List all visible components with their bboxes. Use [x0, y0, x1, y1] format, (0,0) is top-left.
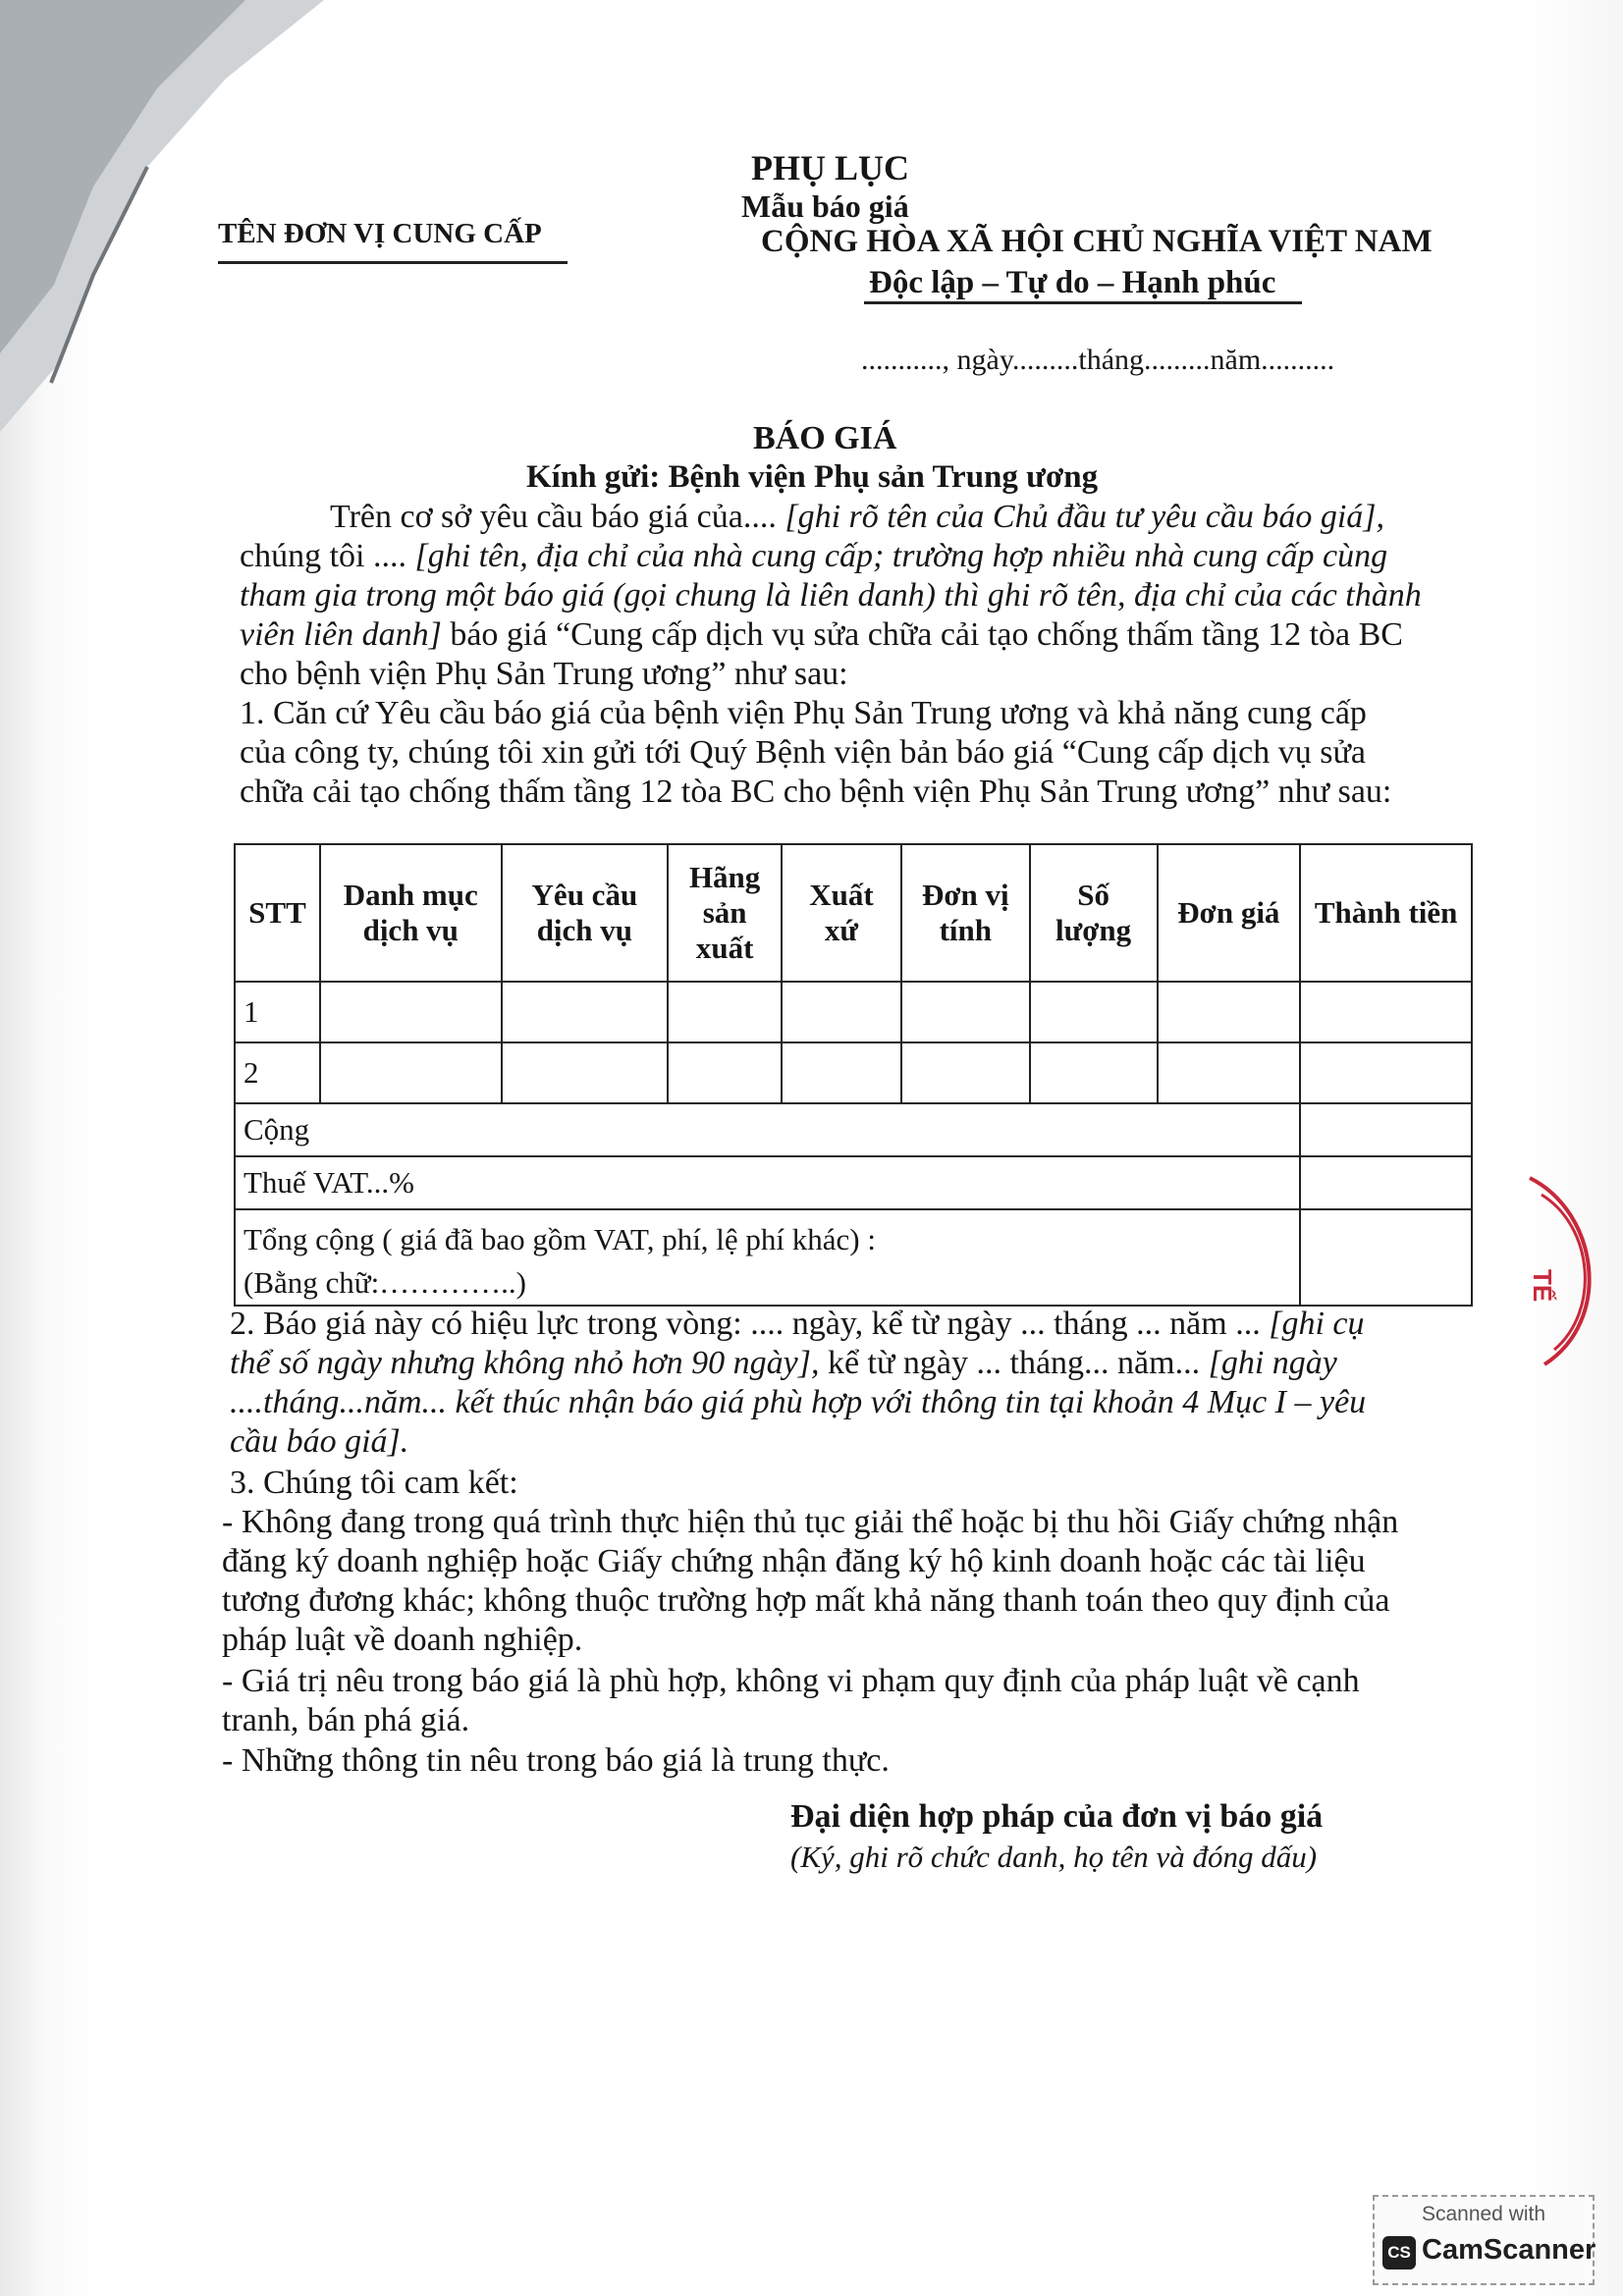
commitment-2-line-2: tranh, bán phá giá.	[222, 1702, 470, 1738]
total-row	[235, 1209, 1472, 1306]
signature-note: (Ký, ghi rõ chức danh, họ tên và đóng dấu)	[790, 1840, 1318, 1874]
date-line: ..........., ngày.........tháng.........năm..........	[861, 344, 1335, 376]
section2-line-4: cầu báo giá].	[230, 1423, 409, 1460]
section1-line-2: của công ty, chúng tôi xin gửi tới Quý Bệnh viện bản báo giá “Cung cấp dịch vụ sửa	[240, 734, 1367, 771]
signature-title: Đại diện hợp pháp của đơn vị báo giá	[790, 1798, 1324, 1835]
header-service-category: Danh mục dịch vụ	[320, 844, 502, 982]
total-label: Tổng cộng ( giá đã bao gồm VAT, phí, lệ phí khác) :	[243, 1222, 876, 1256]
table-row	[235, 1042, 1472, 1103]
vat-amount[interactable]	[1300, 1156, 1472, 1209]
section2-line-3: ....tháng...năm... kết thúc nhận báo giá phù hợp với thông tin tại khoản 4 Mục I – yêu	[230, 1384, 1367, 1420]
header-quantity: Số lượng	[1030, 844, 1158, 982]
commitment-1-line-3: tương đương khác; không thuộc trường hợp mất khả năng thanh toán theo quy định của	[222, 1582, 1390, 1619]
supplier-label: TÊN ĐƠN VỊ CUNG CẤP	[218, 218, 542, 249]
subtotal-amount[interactable]	[1300, 1103, 1472, 1156]
stamp-text: TẾ	[1528, 1269, 1557, 1303]
section1-line-1: 1. Căn cứ Yêu cầu báo giá của bệnh viện Phụ Sản Trung ương và khả năng cung cấp	[240, 695, 1367, 731]
cell-unit[interactable]	[901, 982, 1030, 1042]
cell-service-category[interactable]	[320, 982, 502, 1042]
cell-unit-price[interactable]	[1158, 1042, 1301, 1103]
national-title: CỘNG HÒA XÃ HỘI CHỦ NGHĨA VIỆT NAM	[761, 224, 1433, 259]
form-subtitle: Mẫu báo giá	[741, 188, 909, 224]
section2-line-2: thể số ngày nhưng không nhỏ hơn 90 ngày], kể từ ngày ... tháng... năm... [ghi ngày	[230, 1345, 1337, 1381]
scanned-with-text: Scanned with	[1421, 2203, 1546, 2225]
subtotal-label: Cộng	[235, 1103, 1300, 1156]
header-manufacturer: Hãng sản xuất	[668, 844, 782, 982]
cell-quantity[interactable]	[1030, 1042, 1158, 1103]
cell-amount[interactable]	[1300, 1042, 1472, 1103]
header-service-requirement: Yêu cầu dịch vụ	[502, 844, 669, 982]
red-stamp-fragment	[1510, 1173, 1618, 1369]
cell-unit-price[interactable]	[1158, 982, 1301, 1042]
quotation-table	[234, 843, 1473, 1307]
header-origin: Xuất xứ	[782, 844, 901, 982]
intro-line-2: chúng tôi .... [ghi tên, địa chỉ của nhà cung cấp; trường hợp nhiều nhà cung cấp cùng	[240, 538, 1388, 574]
header-stt: STT	[235, 844, 320, 982]
cell-service-requirement[interactable]	[502, 982, 669, 1042]
commitment-1-line-2: đăng ký doanh nghiệp hoặc Giấy chứng nhận đăng ký hộ kinh doanh hoặc các tài liệu	[222, 1543, 1366, 1579]
total-amount[interactable]	[1300, 1209, 1472, 1306]
section3-heading: 3. Chúng tôi cam kết:	[230, 1465, 518, 1501]
row-stt: 1	[235, 982, 320, 1042]
subtotal-row	[235, 1103, 1472, 1156]
recipient-line: Kính gửi: Bệnh viện Phụ sản Trung ương	[526, 459, 1099, 495]
table-header-row	[235, 844, 1472, 982]
commitment-1-line-1: - Không đang trong quá trình thực hiện thủ tục giải thể hoặc bị thu hồi Giấy chứng nhận	[222, 1504, 1399, 1540]
section1-line-3: chữa cải tạo chống thấm tầng 12 tòa BC cho bệnh viện Phụ Sản Trung ương” như sau:	[240, 774, 1392, 810]
camscanner-logo-icon: CS	[1382, 2236, 1416, 2269]
total-in-words: (Bằng chữ:…………..)	[243, 1265, 527, 1300]
camscanner-name: CamScanner	[1422, 2234, 1596, 2266]
commitment-2-line-1: - Giá trị nêu trong báo giá là phù hợp, không vi phạm quy định của pháp luật về cạnh	[222, 1663, 1360, 1699]
vat-row	[235, 1156, 1472, 1209]
folded-corner	[0, 0, 373, 510]
intro-line-5: cho bệnh viện Phụ Sản Trung ương” như sau:	[240, 656, 848, 692]
motto: Độc lập – Tự do – Hạnh phúc	[869, 265, 1276, 300]
intro-line-3: tham gia trong một báo giá (gọi chung là liên danh) thì ghi rõ tên, địa chỉ của các thành	[240, 577, 1422, 614]
row-stt: 2	[235, 1042, 320, 1103]
section2-line-1: 2. Báo giá này có hiệu lực trong vòng: .... ngày, kể từ ngày ... tháng ... năm ... [ghi cụ	[230, 1306, 1365, 1342]
supplier-underline	[218, 261, 568, 264]
cell-origin[interactable]	[782, 1042, 901, 1103]
document-title: BÁO GIÁ	[753, 420, 897, 456]
cell-unit[interactable]	[901, 1042, 1030, 1103]
cell-service-requirement[interactable]	[502, 1042, 669, 1103]
intro-line-1: Trên cơ sở yêu cầu báo giá của.... [ghi rõ tên của Chủ đầu tư yêu cầu báo giá],	[330, 499, 1385, 535]
intro-line-4: viên liên danh] báo giá “Cung cấp dịch vụ sửa chữa cải tạo chống thấm tầng 12 tòa BC	[240, 616, 1403, 653]
table-row	[235, 982, 1472, 1042]
cell-amount[interactable]	[1300, 982, 1472, 1042]
commitment-1-line-4: pháp luật về doanh nghiệp.	[222, 1622, 583, 1658]
cell-origin[interactable]	[782, 982, 901, 1042]
header-amount: Thành tiền	[1300, 844, 1472, 982]
motto-underline	[864, 301, 1302, 304]
cell-service-category[interactable]	[320, 1042, 502, 1103]
header-unit-price: Đơn giá	[1158, 844, 1301, 982]
cell-quantity[interactable]	[1030, 982, 1158, 1042]
header-unit: Đơn vị tính	[901, 844, 1030, 982]
cell-manufacturer[interactable]	[668, 982, 782, 1042]
cell-manufacturer[interactable]	[668, 1042, 782, 1103]
vat-label: Thuế VAT...%	[235, 1156, 1300, 1209]
commitment-3: - Những thông tin nêu trong báo giá là trung thực.	[222, 1742, 890, 1779]
appendix-title: PHỤ LỤC	[751, 148, 909, 187]
camscanner-badge	[1373, 2195, 1595, 2285]
